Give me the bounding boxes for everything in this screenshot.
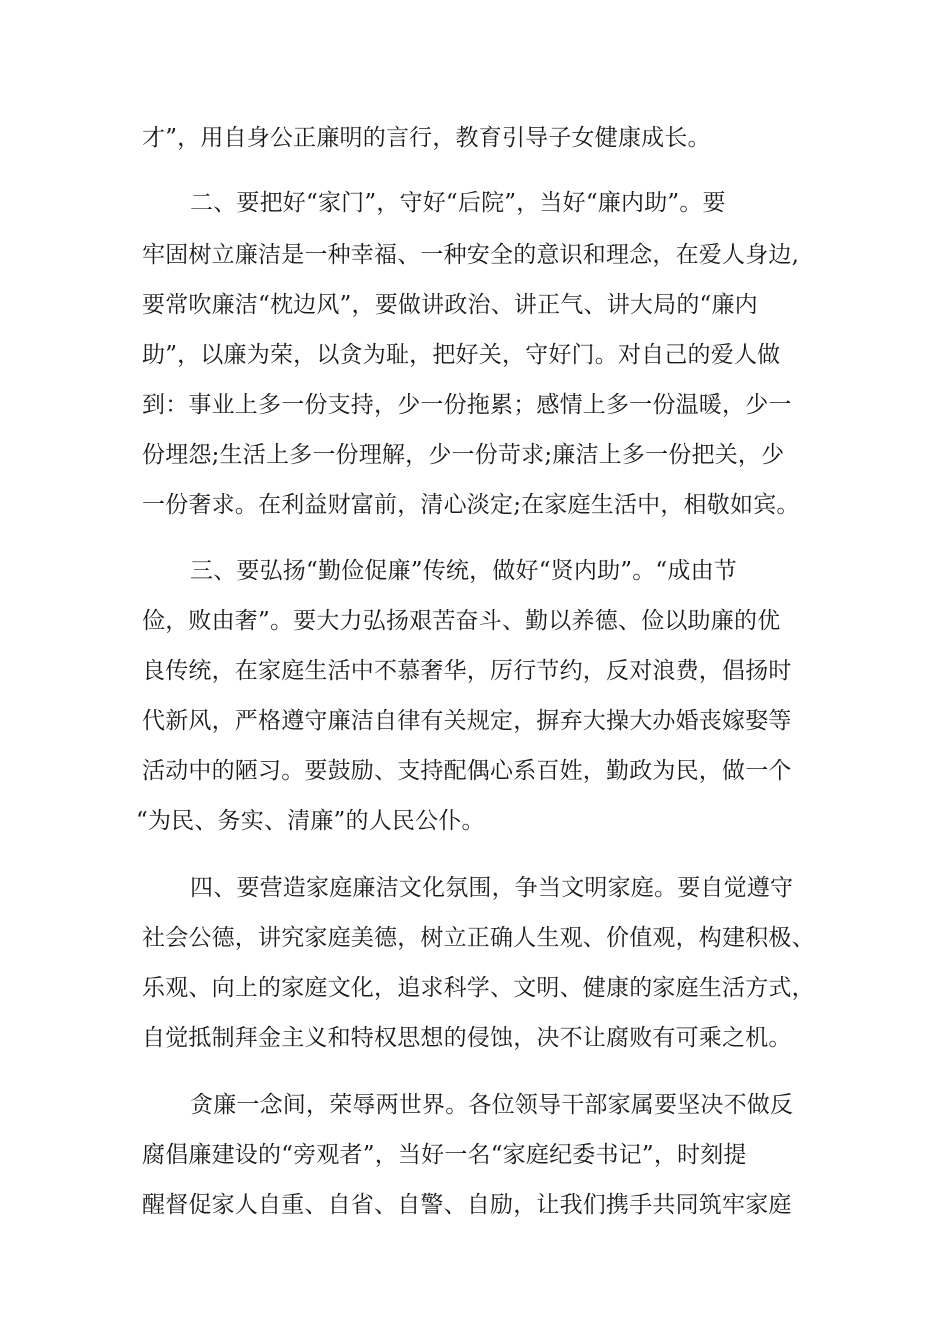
text-line: 腐倡廉建设的“旁观者”，当好一名“家庭纪委书记”，时刻提	[142, 1142, 747, 1168]
text-line: 助”，以廉为荣，以贪为耻，把好关，守好门。对自己的爱人做	[142, 342, 781, 368]
text-line: 自觉抵制拜金主义和特权思想的侵蚀，决不让腐败有可乘之机。	[142, 1025, 792, 1051]
text-line: 社会公德，讲究家庭美德，树立正确人生观、价值观，构建积极、	[142, 925, 815, 951]
text-line: 要常吹廉洁“枕边风”，要做讲政治、讲正气、讲大局的“廉内	[142, 292, 758, 318]
text-line: 良传统，在家庭生活中不慕奢华，厉行节约，反对浪费，倡扬时	[142, 658, 792, 684]
text-line: 份埋怨;生活上多一份理解，少一份苛求;廉洁上多一份把关，少	[142, 442, 785, 468]
text-line: 到：事业上多一份支持，少一份拖累；感情上多一份温暖，少一	[142, 392, 792, 418]
text-line: 代新风，严格遵守廉洁自律有关规定，摒弃大操大办婚丧嫁娶等	[142, 708, 792, 734]
text-line: 牢固树立廉洁是一种幸福、一种安全的意识和理念，在爱人身边,	[142, 242, 800, 268]
text-line: 醒督促家人自重、自省、自警、自励，让我们携手共同筑牢家庭	[142, 1192, 792, 1218]
text-line: 一份奢求。在利益财富前，清心淡定;在家庭生活中，相敬如宾。	[142, 492, 800, 518]
paragraph-closing: 贪廉一念间，荣辱两世界。各位领导干部家属要坚决不做反	[190, 1092, 794, 1118]
text-line: “为民、务实、清廉”的人民公仆。	[136, 808, 485, 834]
text-line: 乐观、向上的家庭文化，追求科学、文明、健康的家庭生活方式，	[142, 975, 815, 1001]
text-line: 俭，败由奢”。要大力弘扬艰苦奋斗、勤以养德、俭以助廉的优	[142, 608, 781, 634]
text-line: 才”，用自身公正廉明的言行，教育引导子女健康成长。	[142, 125, 711, 151]
paragraph-heading-2: 二、要把好“家门”，守好“后院”，当好“廉内助”。要	[190, 190, 726, 216]
paragraph-heading-4: 四、要营造家庭廉洁文化氛围，争当文明家庭。要自觉遵守	[190, 875, 794, 901]
text-line: 活动中的陋习。要鼓励、支持配偶心系百姓，勤政为民，做一个	[142, 758, 792, 784]
paragraph-heading-3: 三、要弘扬“勤俭促廉”传统，做好“贤内助”。“成由节	[190, 558, 737, 584]
